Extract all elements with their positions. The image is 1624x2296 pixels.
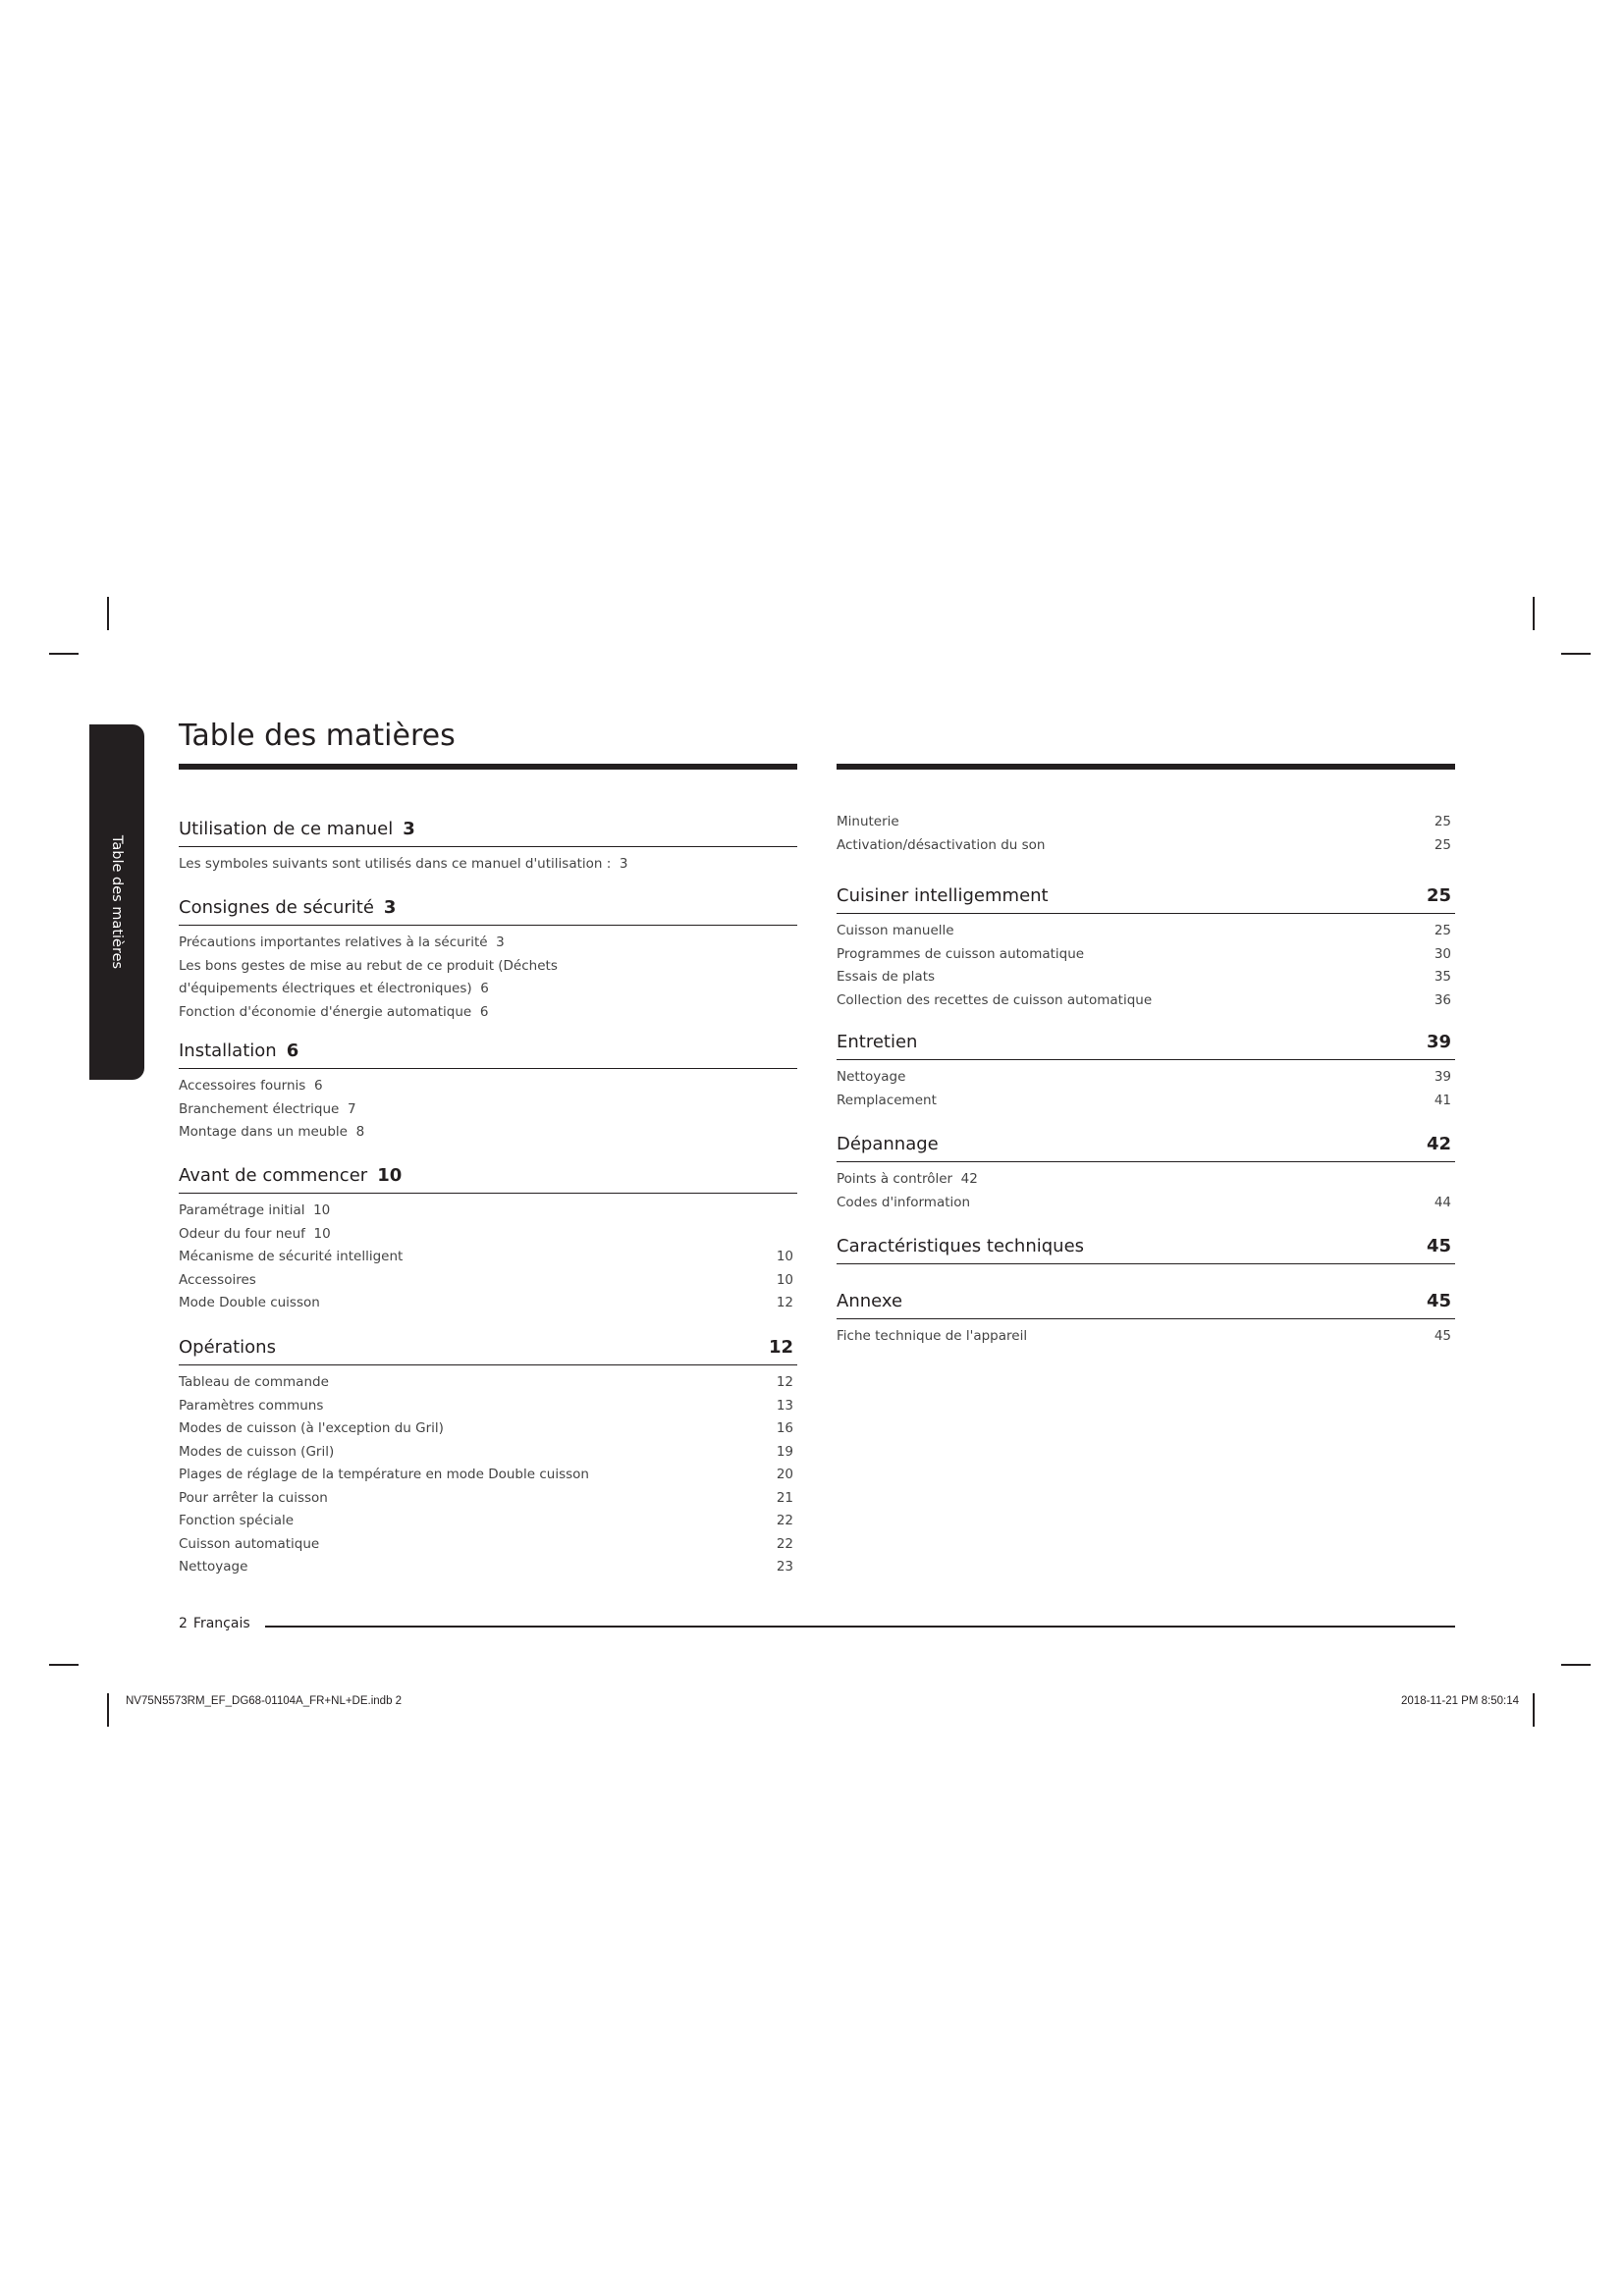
entry-page-number: 44 [1434, 1194, 1451, 1210]
toc-entry[interactable]: Plages de réglage de la température en mode Double cuisson 20 [179, 1464, 797, 1487]
toc-entry[interactable]: Fonction spéciale 22 [179, 1510, 797, 1533]
crop-mark [1561, 653, 1591, 655]
toc-entry[interactable]: Odeur du four neuf 10 [179, 1225, 331, 1242]
section-header [179, 1333, 797, 1365]
entry-page-number: 8 [355, 1124, 365, 1140]
toc-entry[interactable]: Les symboles suivants sont utilisés dans ce manuel d'utilisation : 3 [179, 856, 628, 872]
toc-entry[interactable]: Les bons gestes de mise au rebut de ce produit (Déchets d'équipements électriques et électroniques) 6 [179, 957, 558, 996]
section-header [837, 1232, 1455, 1264]
toc-section [837, 1287, 1455, 1349]
side-tab [89, 724, 144, 1080]
section-title[interactable]: Annexe [837, 1291, 903, 1311]
section-page-number: 3 [383, 897, 397, 918]
section-title[interactable]: Consignes de sécurité 3 [179, 897, 397, 918]
entry-page-number: 30 [1434, 945, 1451, 962]
section-title[interactable]: Avant de commencer 10 [179, 1165, 403, 1186]
toc-entry[interactable]: Montage dans un meuble 8 [179, 1124, 365, 1140]
toc-section [837, 1232, 1455, 1264]
entry-page-number: 12 [776, 1295, 793, 1310]
toc-entry[interactable]: Nettoyage 23 [179, 1556, 797, 1579]
section-header [179, 1037, 797, 1069]
entry-page-number: 10 [313, 1225, 331, 1242]
toc-entry[interactable]: Modes de cuisson (à l'exception du Gril) 16 [179, 1417, 797, 1441]
toc-section [179, 1333, 797, 1579]
section-title[interactable]: Installation 6 [179, 1041, 299, 1061]
toc-entry[interactable]: Programmes de cuisson automatique 30 [837, 943, 1455, 967]
entry-page-number: 10 [776, 1271, 793, 1288]
toc-entry[interactable]: Mécanisme de sécurité intelligent 10 [179, 1246, 797, 1269]
crop-mark [1533, 597, 1535, 630]
toc-entry[interactable]: Nettoyage 39 [837, 1066, 1455, 1090]
entry-page-number: 21 [776, 1489, 793, 1506]
entry-page-number: 42 [960, 1171, 978, 1187]
section-header [837, 1028, 1455, 1060]
section-page-number: 3 [403, 819, 415, 839]
toc-entry[interactable]: Cuisson automatique 22 [179, 1533, 797, 1557]
entry-page-number: 6 [313, 1078, 323, 1094]
toc-entry[interactable]: Remplacement 41 [837, 1090, 1455, 1113]
toc-entry[interactable]: Collection des recettes de cuisson automatique 36 [837, 989, 1455, 1013]
toc-entry[interactable]: Accessoires fournis 6 [179, 1078, 323, 1094]
toc-section [179, 893, 797, 1024]
footer-page-number: 2 [179, 1616, 188, 1631]
footer-rule [265, 1626, 1455, 1628]
entry-page-number: 35 [1434, 969, 1451, 985]
toc-section [179, 815, 797, 877]
entry-page-number: 19 [776, 1443, 793, 1460]
toc-continued [837, 811, 1455, 857]
toc-section [179, 1037, 797, 1145]
toc-section [837, 1028, 1455, 1112]
toc-entry[interactable]: Cuisson manuelle 25 [837, 920, 1455, 943]
footer-page-label [179, 1614, 250, 1633]
toc-entry[interactable]: Minuterie 25 [837, 811, 1455, 834]
entry-page-number: 3 [619, 856, 628, 872]
toc-entry[interactable]: Fiche technique de l'appareil 45 [837, 1325, 1455, 1349]
entry-page-number: 36 [1434, 991, 1451, 1008]
entry-page-number: 20 [776, 1467, 793, 1482]
entry-page-number: 12 [776, 1374, 793, 1390]
toc-section [179, 1161, 797, 1315]
section-header [179, 1161, 797, 1194]
section-page-number: 12 [768, 1337, 793, 1358]
crop-mark [1533, 1693, 1535, 1727]
section-page-number: 25 [1426, 885, 1451, 906]
toc-entry[interactable]: Essais de plats 35 [837, 966, 1455, 989]
footer-language: Français [192, 1616, 250, 1631]
crop-mark [49, 1664, 79, 1666]
entry-page-number: 41 [1434, 1092, 1451, 1108]
crop-mark [107, 1693, 109, 1727]
toc-entry[interactable]: Précautions importantes relatives à la sécurité 3 [179, 934, 505, 950]
entry-page-number: 13 [776, 1397, 793, 1414]
section-title[interactable]: Caractéristiques techniques [837, 1236, 1085, 1256]
section-header [837, 1130, 1455, 1162]
file-imprint: NV75N5573RM_EF_DG68-01104A_FR+NL+DE.indb 2 [126, 1695, 403, 1707]
entry-page-number: 16 [776, 1420, 793, 1436]
entry-page-number: 3 [496, 934, 505, 950]
section-page-number: 10 [377, 1165, 403, 1186]
entry-page-number: 22 [776, 1535, 793, 1552]
side-tab-label: Table des matières [109, 834, 125, 970]
entry-page-number: 7 [347, 1100, 356, 1117]
entry-page-number: 22 [776, 1513, 793, 1528]
toc-entry[interactable]: Codes d'information 44 [837, 1192, 1455, 1215]
entry-page-number: 6 [479, 1003, 489, 1020]
entry-page-number: 25 [1434, 923, 1451, 938]
section-page-number: 45 [1426, 1291, 1451, 1311]
section-header [179, 815, 797, 847]
entry-page-number: 10 [776, 1249, 793, 1264]
page-title: Table des matières [179, 719, 456, 753]
toc-entry[interactable]: Pour arrêter la cuisson 21 [179, 1487, 797, 1511]
section-title[interactable]: Dépannage [837, 1134, 939, 1154]
entry-page-number: 25 [1434, 836, 1451, 853]
section-header [837, 1287, 1455, 1319]
entry-page-number: 25 [1434, 814, 1451, 829]
section-page-number: 6 [286, 1041, 299, 1061]
toc-section [837, 1130, 1455, 1214]
section-page-number: 39 [1426, 1032, 1451, 1052]
toc-section [837, 881, 1455, 1012]
title-rule-left [179, 764, 797, 770]
title-rule-right [837, 764, 1455, 770]
toc-entry[interactable]: Mode Double cuisson 12 [179, 1292, 797, 1315]
entry-page-number: 6 [480, 981, 489, 996]
toc-entry[interactable]: Points à contrôler 42 [837, 1171, 978, 1187]
entry-page-number: 45 [1434, 1328, 1451, 1344]
toc-entry[interactable]: Accessoires 10 [179, 1269, 797, 1293]
section-title[interactable]: Utilisation de ce manuel 3 [179, 819, 415, 839]
crop-mark [1561, 1664, 1591, 1666]
toc-entry[interactable]: Modes de cuisson (Gril) 19 [179, 1441, 797, 1465]
toc-entry[interactable]: Paramétrage initial 10 [179, 1202, 331, 1218]
entry-page-number: 23 [776, 1559, 793, 1575]
section-header [837, 881, 1455, 914]
section-page-number: 45 [1426, 1236, 1451, 1256]
toc-entry[interactable]: Branchement électrique 7 [179, 1100, 356, 1117]
section-page-number: 42 [1426, 1134, 1451, 1154]
section-title[interactable]: Cuisiner intelligemment [837, 885, 1049, 906]
crop-mark [107, 597, 109, 630]
date-imprint: 2018-11-21 PM 8:50:14 [1401, 1695, 1519, 1707]
section-header [179, 893, 797, 926]
toc-entry[interactable]: Paramètres communs 13 [179, 1395, 797, 1418]
entry-page-number: 39 [1434, 1069, 1451, 1085]
section-title[interactable]: Entretien [837, 1032, 918, 1052]
entry-page-number: 10 [313, 1202, 331, 1218]
toc-entry[interactable]: Fonction d'économie d'énergie automatique 6 [179, 1003, 489, 1020]
crop-mark [49, 653, 79, 655]
toc-entry[interactable]: Tableau de commande 12 [179, 1371, 797, 1395]
section-title[interactable]: Opérations [179, 1337, 276, 1358]
toc-entry[interactable]: Activation/désactivation du son 25 [837, 834, 1455, 858]
